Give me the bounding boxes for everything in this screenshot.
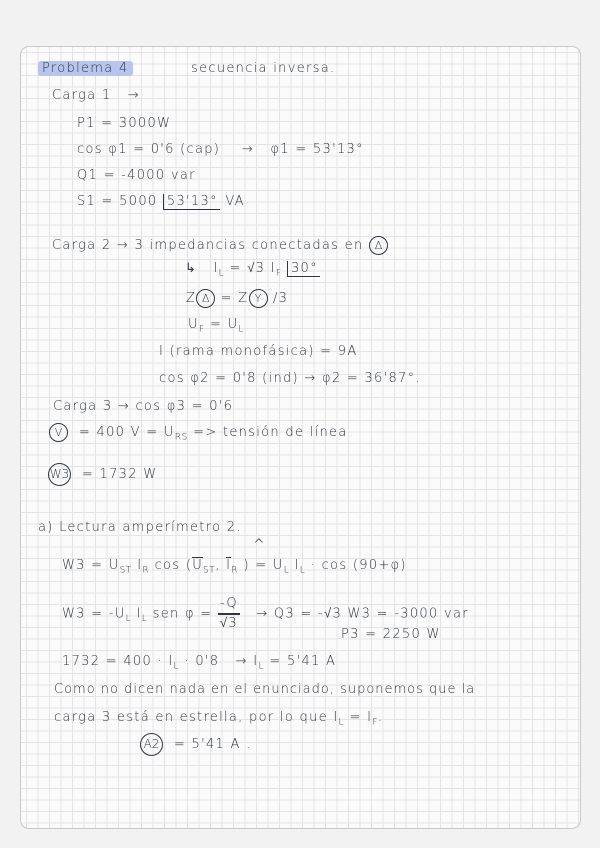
s1-line: S1 = 5000 53'13° VA [77,194,245,209]
fraction: $\frac{-Q}{√3}$ [219,596,238,631]
notebook-page [20,46,581,829]
wattmeter-line: W3 = 1732 W [48,463,157,486]
voltmeter-line: V = 400 $V = U_{RS}$ => tensión de línea [49,423,348,446]
delta-symbol: Δ [369,236,388,255]
p3-line: P3 = 2250 W [341,627,441,642]
problem-title: Problema 4 [38,61,133,77]
voltmeter-symbol: V [49,423,68,442]
subtitle: secuencia inversa. [191,61,336,76]
cos1-line: cos φ1 = 0'6 (cap) → φ1 = 53'13° [77,142,364,157]
carga3-heading: Carga 3 → cos φ3 = 0'6 [53,399,234,414]
current-equation: $1732 = 400 \cdot I_L \cdot 0'8$ → $I_L = 5'41$ A [62,654,337,672]
delta-symbol: Δ [196,289,215,308]
wattmeter-symbol: W3 [48,463,71,486]
cos2-line: cos φ2 = 0'8 (ind) → φ2 = 36'87°. [159,371,421,386]
i-rama-line: I (rama monofásica) = 9A [159,344,358,359]
star-symbol: Y [249,289,268,308]
carga2-heading: Carga 2 → 3 impedancias conectadas en Δ [52,236,388,255]
w3-equation: $W3 = U_{ST}$ $I_R$ $\cos (U_{ST}$, $I_R$ ) = $U_L$ $I_L \cdot \cos (90+\varphi)$ [62,558,407,576]
ammeter-symbol: A2 [140,733,163,756]
explanation-line-1: Como no dicen nada en el enunciado, suponemos que la [54,682,476,697]
il-relation: ↳ $I_L = √3$ $I_F$ 30° [185,261,318,279]
explanation-line-2: carga 3 está en estrella, por lo que $I_L = I_F$. [54,710,384,728]
ammeter-result: A2 = 5'41 A . [140,733,252,756]
angle-hat: ^ [253,537,267,553]
q1-line: Q1 = -4000 var [77,168,196,183]
p1-line: P1 = 3000W [77,116,172,131]
carga1-heading: Carga 1 → [52,88,140,103]
u-relation: $U_F = U_L$ [188,317,244,335]
part-a-heading: a) Lectura amperímetro 2. [38,520,242,535]
reactive-equation: $W3 = -U_L$ $I_L$ sen φ = $\frac{-Q}{√3}$ → Q3 = -√3 W3 = -3000 var [62,596,469,631]
z-relation: Z Δ = Z Y /3 [186,291,289,306]
